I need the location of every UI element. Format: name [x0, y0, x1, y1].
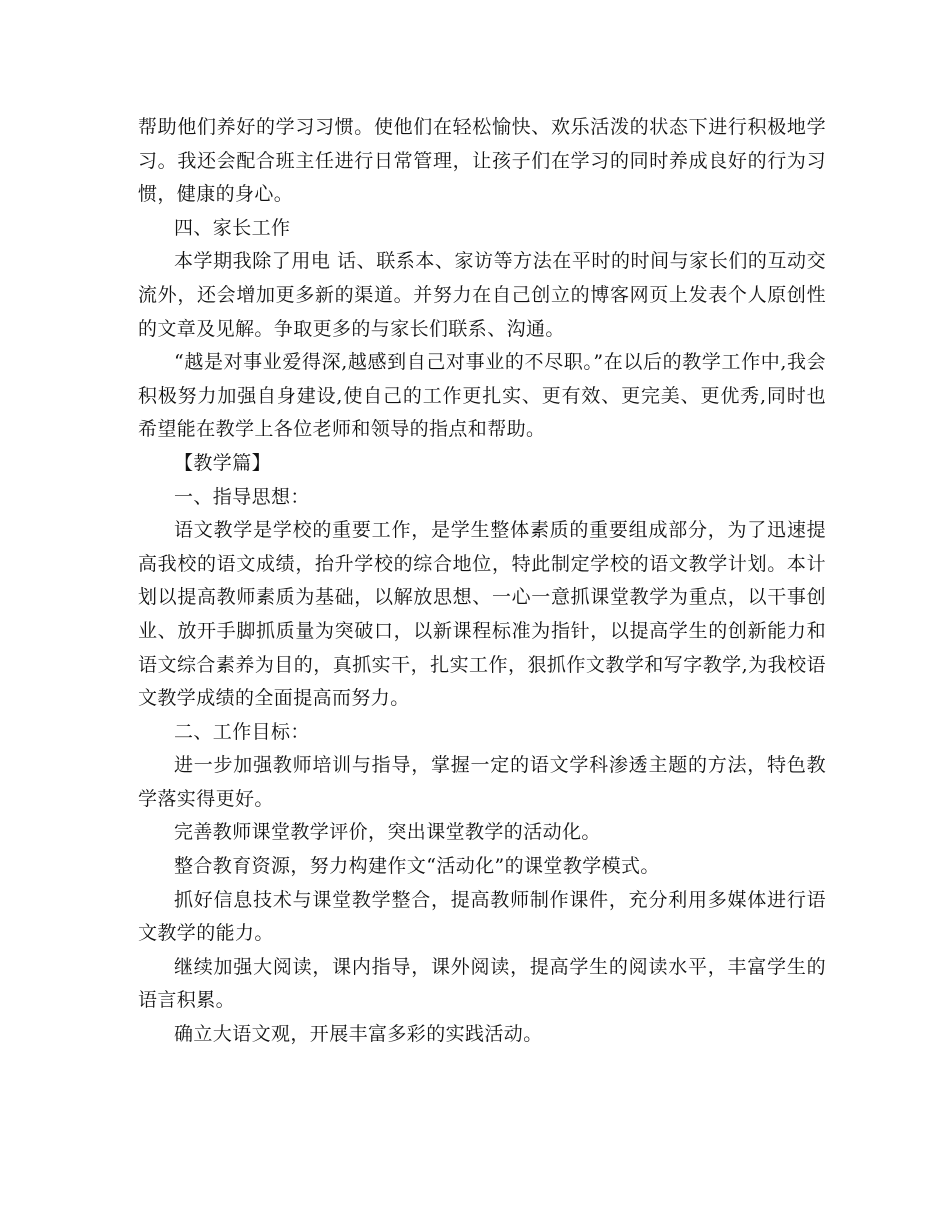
paragraph-guiding-thought: 语文教学是学校的重要工作，是学生整体素质的重要组成部分，为了迅速提高我校的语文成绩，抬升学校的综合地位，特此制定学校的语文教学计划。本计划以提高教师素质为基础，以解放思想、一心一意抓课堂教学为重点，以干事创业、放开手脚抓质量为突破口，以新课程标准为指针，以提高学生的创新能力和语文综合素养为目的，真抓实干，扎实工作，狠抓作文教学和写字教学,为我校语文教学成绩的全面提高而努力。 [138, 519, 826, 710]
paragraph-parent-communication: 本学期我除了用电 话、联系本、家访等方法在平时的时间与家长们的互动交流外，还会增加更多新的渠道。并努力在自己创立的博客网页上发表个人原创性的文章及见解。争取更多的与家长们联系、沟通。 [138, 250, 826, 340]
goal-item-teaching-evaluation: 完善教师课堂教学评价，突出课堂教学的活动化。 [174, 821, 601, 844]
section-heading-parent-work: 四、家长工作 [174, 216, 291, 239]
section-heading-guiding-thought: 一、指导思想： [174, 485, 310, 508]
paragraph-study-habits: 帮助他们养好的学习习惯。使他们在轻松愉快、欢乐活泼的状态下进行积极地学习。我还会配合班主任进行日常管理，让孩子们在学习的同时养成良好的行为习惯，健康的身心。 [138, 116, 826, 206]
goal-item-teacher-training: 进一步加强教师培训与指导，掌握一定的语文学科渗透主题的方法，特色教学落实得更好。 [138, 754, 826, 810]
paragraph-quote-commitment: “越是对事业爱得深,越感到自己对事业的不尽职。”在以后的教学工作中,我会积极努力加强自身建设,使自己的工作更扎实、更有效、更完美、更优秀,同时也希望能在教学上各位老师和领导的指点和帮助。 [138, 351, 826, 441]
goal-item-education-resources: 整合教育资源，努力构建作文“活动化”的课堂教学模式。 [174, 855, 660, 878]
section-heading-teaching: 【教学篇】 [174, 451, 272, 474]
goal-item-information-technology: 抓好信息技术与课堂教学整合，提高教师制作课件，充分利用多媒体进行语文教学的能力。 [138, 888, 826, 945]
section-heading-work-goals: 二、工作目标： [174, 720, 310, 743]
goal-item-reading: 继续加强大阅读，课内指导，课外阅读，提高学生的阅读水平，丰富学生的语言积累。 [138, 955, 826, 1012]
goal-item-practice-activities: 确立大语文观，开展丰富多彩的实践活动。 [174, 1023, 543, 1046]
document-body [138, 111, 826, 1052]
